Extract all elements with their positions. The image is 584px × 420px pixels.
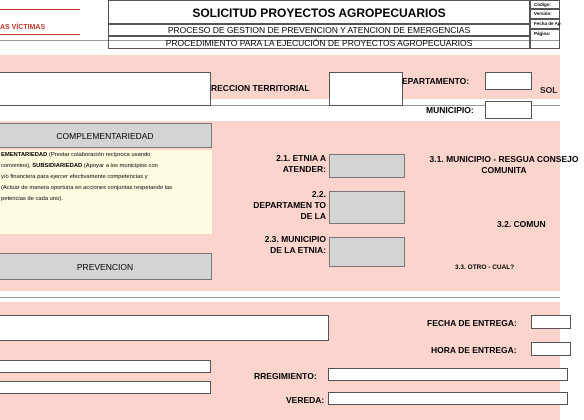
address-field-2[interactable] (0, 381, 211, 394)
note-text-2b: (Apoyar a los municipios con (82, 163, 158, 169)
note-text-3: y/o financiera para ejercer efectivamente competencias y (1, 174, 148, 180)
note-bold-1: EMENTARIEDAD (1, 152, 48, 158)
note-text-1: (Prestar colaboración recíproca usando (47, 152, 151, 158)
complementariedad-button[interactable]: COMPLEMENTARIEDAD (0, 123, 212, 148)
process-name: PROCESO DE GESTION DE PREVENCION Y ATENCION DE EMERGENCIAS (108, 24, 530, 36)
departamento-etnia-field[interactable] (329, 191, 405, 224)
meta-code: Código: (530, 0, 560, 9)
procedure-name: PROCEDIMIENTO PARA LA EJECUCIÓN DE PROYECTOS AGROPECUARIOS (108, 36, 530, 49)
direccion-territorial-value[interactable] (329, 72, 403, 106)
municipio-etnia-field[interactable] (329, 237, 405, 267)
header (0, 0, 561, 48)
meta-version: Versión: (530, 9, 560, 19)
direccion-territorial-label: RECCION TERRITORIAL (211, 83, 310, 93)
municipio-etnia-label: 2.3. MUNICIPIO DE LA ETNIA: (264, 234, 326, 255)
corregimiento-field[interactable] (328, 368, 568, 381)
fecha-entrega-label: FECHA DE ENTREGA: (427, 318, 517, 328)
hora-entrega-field[interactable] (531, 342, 571, 356)
otro-label: 3.3. OTRO - CUAL? (455, 264, 515, 271)
municipio-label: MUNICIPIO: (426, 105, 474, 115)
vereda-field[interactable] (328, 392, 568, 405)
principles-note (0, 150, 212, 234)
corregimiento-label: RREGIMIENTO: (254, 371, 317, 381)
vereda-label: VEREDA: (286, 395, 325, 405)
address-field-1[interactable] (0, 360, 211, 373)
note-bold-2: SUBSIDIARIEDAD (32, 163, 83, 169)
departamento-etnia-label: 2.2. DEPARTAMEN TO DE LA (253, 189, 326, 221)
direccion-territorial-field[interactable] (0, 72, 211, 106)
resguardo-label: 3.1. MUNICIPIO - RESGUA CONSEJO COMUNITA (429, 154, 579, 175)
fecha-entrega-field[interactable] (531, 315, 571, 329)
document-title: SOLICITUD PROYECTOS AGROPECUARIOS (108, 0, 530, 24)
meta-page: Página: (530, 29, 560, 49)
logo-text: AS VÍCTIMAS (0, 24, 46, 31)
departamento-field[interactable] (485, 72, 532, 90)
note-text-5: petencias de cada uno). (1, 196, 63, 202)
hora-entrega-label: HORA DE ENTREGA: (431, 345, 517, 355)
departamento-label: EPARTAMENTO: (402, 76, 470, 86)
logo-divider-bottom (0, 34, 80, 35)
delivery-field[interactable] (0, 315, 329, 341)
side-label: SOL (540, 85, 558, 95)
municipio-field[interactable] (485, 101, 532, 119)
etnia-label: 2.1. ETNIA A ATENDER: (276, 153, 326, 174)
logo-divider (0, 9, 80, 10)
etnia-field[interactable] (329, 154, 405, 178)
meta-approval-date: Fecha de Ap (530, 19, 560, 29)
prevencion-button[interactable]: PREVENCION (0, 253, 212, 280)
note-text-2a: convenios), (1, 163, 33, 169)
note-text-4: (Actuar de manera oportuna en acciones conjuntas respetando las (1, 185, 173, 191)
comunidad-label: 3.2. COMUN (497, 219, 546, 229)
